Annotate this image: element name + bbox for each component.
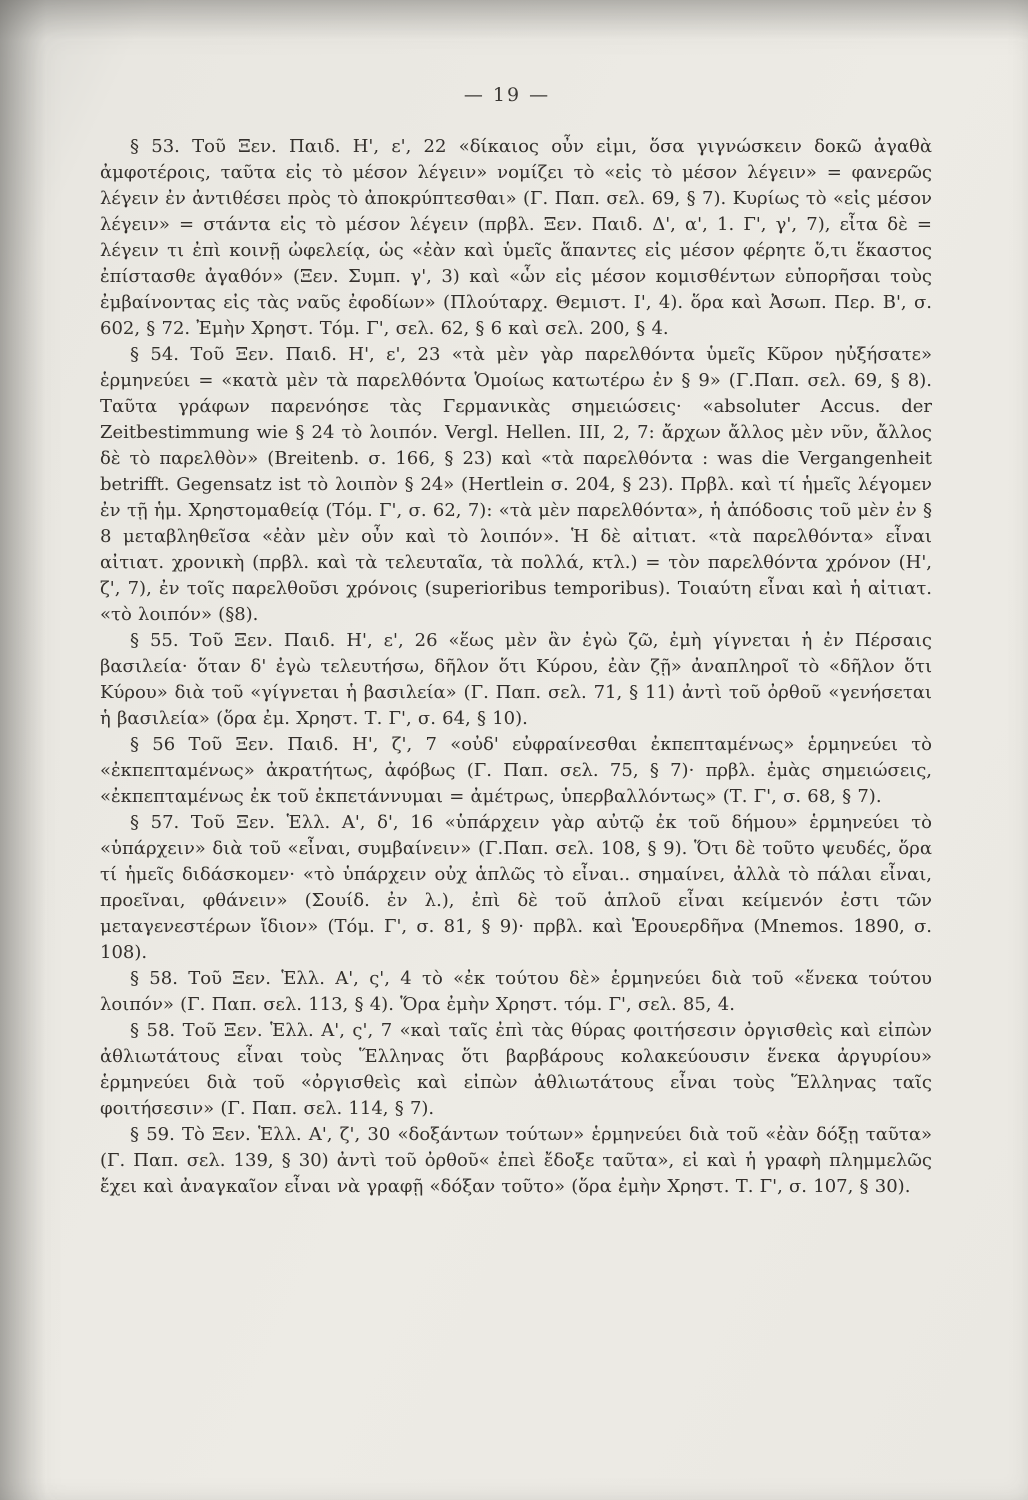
paragraph-section-56: § 56 Τοῦ Ξεν. Παιδ. Η', ζ', 7 «οὐδ' εὐφραίνεσθαι ἐκπεπταμένως» ἑρμηνεύει τὸ «ἐκπεπταμένως» ἀκρατήτως, ἀφόβως (Γ. Παπ. σελ. 75, § 7)· πρβλ. ἐμὰς σημειώσεις, «ἐκπεπταμένως ἐκ τοῦ ἐκπετάννυμαι = ἀμέτρως, ὑπερβαλλόντως» (Τ. Γ', σ. 68, § 7). <box>100 734 932 807</box>
paragraph-section-55: § 55. Τοῦ Ξεν. Παιδ. Η', ε', 26 «ἕως μὲν ἂν ἐγὼ ζῶ, ἐμὴ γίγνεται ἡ ἐν Πέρσαις βασιλεία· ὅταν δ' ἐγὼ τελευτήσω, δῆλον ὅτι Κύρου, ἐὰν ζῇ» ἀναπληροῖ τὸ «δῆλον ὅτι Κύρου» διὰ τοῦ «γίγνεται ἡ βασιλεία» (Γ. Παπ. σελ. 71, § 11) ἀντὶ τοῦ ὀρθοῦ «γενήσεται ἡ βασιλεία» (ὅρα ἐμ. Χρηστ. Τ. Γ', σ. 64, § 10). <box>100 630 932 729</box>
scan-edge-shadow-left <box>0 0 46 1500</box>
paragraph-section-57: § 57. Τοῦ Ξεν. Ἑλλ. Α', δ', 16 «ὑπάρχειν γὰρ αὐτῷ ἐκ τοῦ δήμου» ἑρμηνεύει τὸ «ὑπάρχειν» διὰ τοῦ «εἶναι, συμβαίνειν» (Γ.Παπ. σελ. 108, § 9). Ὅτι δὲ τοῦτο ψευδές, ὅρα τί ἡμεῖς διδάσκομεν· «τὸ ὑπάρχειν οὐχ ἁπλῶς τὸ εἶναι.. σημαίνει, ἀλλὰ τὸ πάλαι εἶναι, προεῖναι, φθάνειν» (Σουίδ. ἐν λ.), ἐπὶ δὲ τοῦ ἁπλοῦ εἶναι κείμενόν ἐστι τῶν μεταγενεστέρων ἴδιον» (Τόμ. Γ', σ. 81, § 9)· πρβλ. καὶ Ἑρουερδῆνα (Mnemos. 1890, σ. 108). <box>100 812 932 963</box>
page-number: — 19 — <box>463 84 551 106</box>
paragraph-section-58a: § 58. Τοῦ Ξεν. Ἑλλ. Α', ς', 4 τὸ «ἐκ τούτου δὲ» ἑρμηνεύει διὰ τοῦ «ἕνεκα τούτου λοιπόν» (Γ. Παπ. σελ. 113, § 4). Ὅρα ἐμὴν Χρηστ. τόμ. Γ', σελ. 85, 4. <box>100 968 932 1015</box>
paragraph-section-58b: § 58. Τοῦ Ξεν. Ἑλλ. Α', ς', 7 «καὶ ταῖς ἐπὶ τὰς θύρας φοιτήσεσιν ὀργισθεὶς καὶ εἰπὼν ἀθλιωτάτους εἶναι τοὺς Ἕλληνας ὅτι βαρβάρους κολακεύουσιν ἕνεκα ἀργυρίου» ἑρμηνεύει διὰ τοῦ «ὀργισθεὶς καὶ εἰπὼν ἀθλιωτάτους εἶναι τοὺς Ἕλληνας ταῖς φοιτήσεσιν» (Γ. Παπ. σελ. 114, § 7). <box>100 1020 932 1119</box>
paragraph-section-53: § 53. Τοῦ Ξεν. Παιδ. Η', ε', 22 «δίκαιος οὖν εἰμι, ὅσα γιγνώσκειν δοκῶ ἀγαθὰ ἀμφοτέροις, ταῦτα εἰς τὸ μέσον λέγειν» νομίζει τὸ «εἰς τὸ μέσον λέγειν» = φανερῶς λέγειν ἐν ἀντιθέσει πρὸς τὸ ἀποκρύπτεσθαι» (Γ. Παπ. σελ. 69, § 7). Κυρίως τὸ «εἰς μέσον λέγειν» = στάντα εἰς τὸ μέσον λέγειν (πρβλ. Ξεν. Παιδ. Δ', α', 1. Γ', γ', 7), εἶτα δὲ = λέγειν τι ἐπὶ κοινῇ ὠφελείᾳ, ὡς «ἐὰν καὶ ὑμεῖς ἅπαντες εἰς μέσον φέρητε ὅ,τι ἕκαστος ἐπίστασθε ἀγαθόν» (Ξεν. Συμπ. γ', 3) καὶ «ὧν εἰς μέσον κομισθέντων εὐπορῆσαι τοὺς ἐμβαίνοντας εἰς τὰς ναῦς ἐφοδίων» (Πλούταρχ. Θεμιστ. Ι', 4). ὅρα καὶ Ἀσωπ. Περ. Β', σ. 602, § 72. Ἐμὴν Χρηστ. Τόμ. Γ', σελ. 62, § 6 καὶ σελ. 200, § 4. <box>100 136 932 339</box>
paragraph-section-59: § 59. Τὸ Ξεν. Ἑλλ. Α', ζ', 30 «δοξάντων τούτων» ἑρμηνεύει διὰ τοῦ «ἐὰν δόξῃ ταῦτα» (Γ. Παπ. σελ. 139, § 30) ἀντὶ τοῦ ὀρθοῦ« ἐπεὶ ἔδοξε ταῦτα», εἰ καὶ ἡ γραφὴ πλημμελῶς ἔχει καὶ ἀναγκαῖον εἶναι νὰ γραφῇ «δόξαν τοῦτο» (ὅρα ἐμὴν Χρηστ. Τ. Γ', σ. 107, § 30). <box>100 1124 932 1197</box>
paragraph-section-54: § 54. Τοῦ Ξεν. Παιδ. Η', ε', 23 «τὰ μὲν γὰρ παρελθόντα ὑμεῖς Κῦρον ηὐξήσατε» ἑρμηνεύει = «κατὰ μὲν τὰ παρελθόντα Ὁμοίως κατωτέρω ἐν § 9» (Γ.Παπ. σελ. 69, § 8). Ταῦτα γράφων παρενόησε τὰς Γερμανικὰς σημειώσεις· «absoluter Accus. der Zeitbestimmung wie § 24 τὸ λοιπόν. Vergl. Hellen. III, 2, 7: ἄρχων ἄλλος μὲν νῦν, ἄλλος δὲ τὸ παρελθὸν» (Breitenb. σ. 166, § 23) καὶ «τὰ παρελθόντα : was die Vergangenheit betrifft. Gegensatz ist τὸ λοιπὸν § 24» (Hertlein σ. 204, § 23). Πρβλ. καὶ τί ἡμεῖς λέγομεν ἐν τῇ ἡμ. Χρηστομαθείᾳ (Τόμ. Γ', σ. 62, 7): «τὰ μὲν παρελθόντα», ἡ ἀπόδοσις τοῦ μὲν ἐν § 8 μεταβληθεῖσα «ἐὰν μὲν οὖν καὶ τὸ λοιπόν». Ἡ δὲ αἰτιατ. «τὰ παρελθόντα» εἶναι αἰτιατ. χρονικὴ (πρβλ. καὶ τὰ τελευταῖα, τὰ πολλά, κτλ.) = τὸν παρελθόντα χρόνον (Η', ζ', 7), ἐν τοῖς παρελθοῦσι χρόνοις (superioribus temporibus). Τοιαύτη εἶναι καὶ ἡ αἰτιατ. «τὸ λοιπόν» (§8). <box>100 344 932 625</box>
page-body-text <box>100 134 932 1200</box>
scan-edge-shadow-top <box>0 0 1028 40</box>
